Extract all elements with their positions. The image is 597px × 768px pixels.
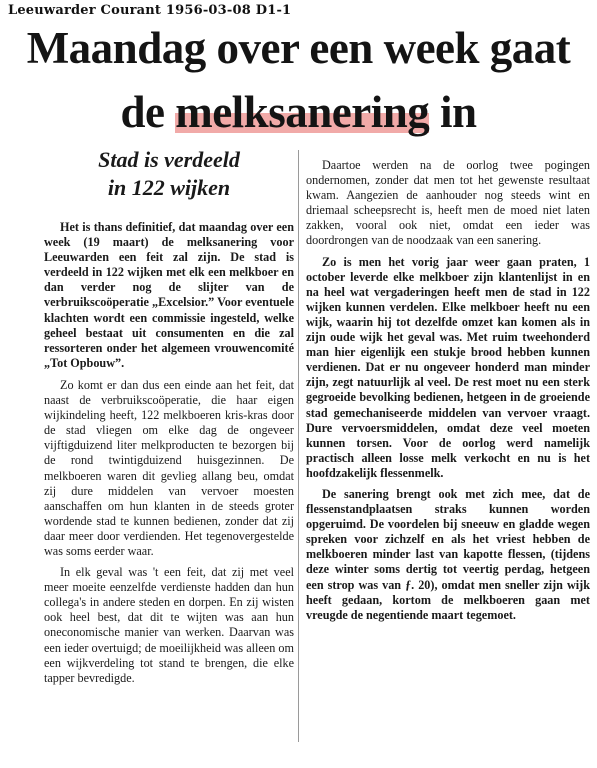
headline-line-2-before: de xyxy=(120,87,176,137)
right-paragraph-2: Zo is men het vorig jaar weer gaan praten, 1 october leverde elke melkboer zijn klantenlijst in en na heel wat vergaderingen heeft men de stad in 122 wijken kunnen verdelen. Elke melkboer heeft nu een wijk, waarin hij tot dezelfde omzet kan komen als in zijn oude wijk het geval was. Met ruim tweehonderd man hier eigenlijk een stukje brood hebben kunnen verdienen. Dat er nu ongeveer honderd man minder zijn, zegt natuurlijk al veel. De rest moet nu een sterk gegroeide bevolking bedienen, hetgeen in de groeiende stad gemechaniseerde middelen van vervoer vraagt. Dure vervoersmiddelen, omdat deze veel moeten kunnen torsen. Voor de oorlog werd namelijk practisch alleen losse melk verkocht en nu is het hoofdzakelijk flessenmelk. xyxy=(306,254,590,480)
subheadline xyxy=(44,146,294,202)
headline-line-1: Maandag over een week gaat xyxy=(26,23,571,73)
subheadline-line-1: Stad is verdeeld xyxy=(98,147,240,172)
left-paragraph-2: In elk geval was 't een feit, dat zij met veel meer moeite eenzelfde verdienste hadden dan hun collega's in andere steden en dorpen. En zij wisten ook heel best, dat dit te wijten was aan hun oneconomische manier van werken. Daarvan was een ieder overtuigd; de moeilijkheid was alleen om een wijkverdeling tot stand te brengen, die elke tapper bevredigde. xyxy=(44,565,294,685)
subheadline-line-2: in 122 wijken xyxy=(107,175,231,200)
headline-line-2 xyxy=(0,86,597,138)
column-divider xyxy=(298,150,299,742)
lead-paragraph: Het is thans definitief, dat maandag over een week (19 maart) de melksanering voor Leeuwarden een feit zal zijn. De stad is verdeeld in 122 wijken met elk een melkboer en dan verder nog de slijter van de verbruikscoöperatie „Excelsior.” Voor eventuele klachten wordt een commissie ingesteld, welke geheel bestaat uit consumenten en die zal ressorteren onder het algemeen vrouwencomité „Tot Opbouw”. xyxy=(44,220,294,370)
right-paragraph-1: Daartoe werden na de oorlog twee pogingen ondernomen, zonder dat men tot het gewenste resultaat kwam. Aangezien de aanhouder nog steeds wint en driemaal scheepsrecht is, heeft men de moed niet laten zakken, vooral ook niet, omdat een ieder was doordrongen van de noodzaak van een sanering. xyxy=(306,158,590,248)
source-line: Leeuwarder Courant 1956-03-08 D1-1 xyxy=(8,3,292,18)
headline-line-2-after: in xyxy=(429,87,477,137)
left-column xyxy=(44,146,294,692)
right-column xyxy=(306,158,590,629)
headline-highlighted-word: melksanering xyxy=(175,87,430,137)
right-paragraph-3: De sanering brengt ook met zich mee, dat de flessenstandplaatsen straks kunnen worden opgeruimd. De voordelen bij sneeuw en gladde wegen spreken voor zichzelf en als het vriest hebben de melkboeren minder last van kapotte flessen, (tijdens deze winter soms dertig tot veertig perdag, hetgeen een strop was van ƒ. 20), omdat men sneller zijn wijk heeft gedaan, kortom de melkboeren gaan met vreugde de negentiende maart tegemoet. xyxy=(306,486,590,622)
left-paragraph-1: Zo komt er dan dus een einde aan het feit, dat naast de verbruikscoöperatie, die haar eigen wijkindeling heeft, 122 melkboeren kris-kras door de stad vliegen om elke dag de ongeveer vijftigduizend liter melkproducten te bezorgen bij de rond twintigduizend huisgezinnen. De melkboeren waren dit gevlieg allang beu, omdat zij dure middelen van vervoer moesten aanschaffen om hun klanten in de steeds groter wordende stad te kunnen bedienen, zonder dat zij daar meer door verdienden. Het tegenovergestelde was soms eerder waar. xyxy=(44,377,294,558)
